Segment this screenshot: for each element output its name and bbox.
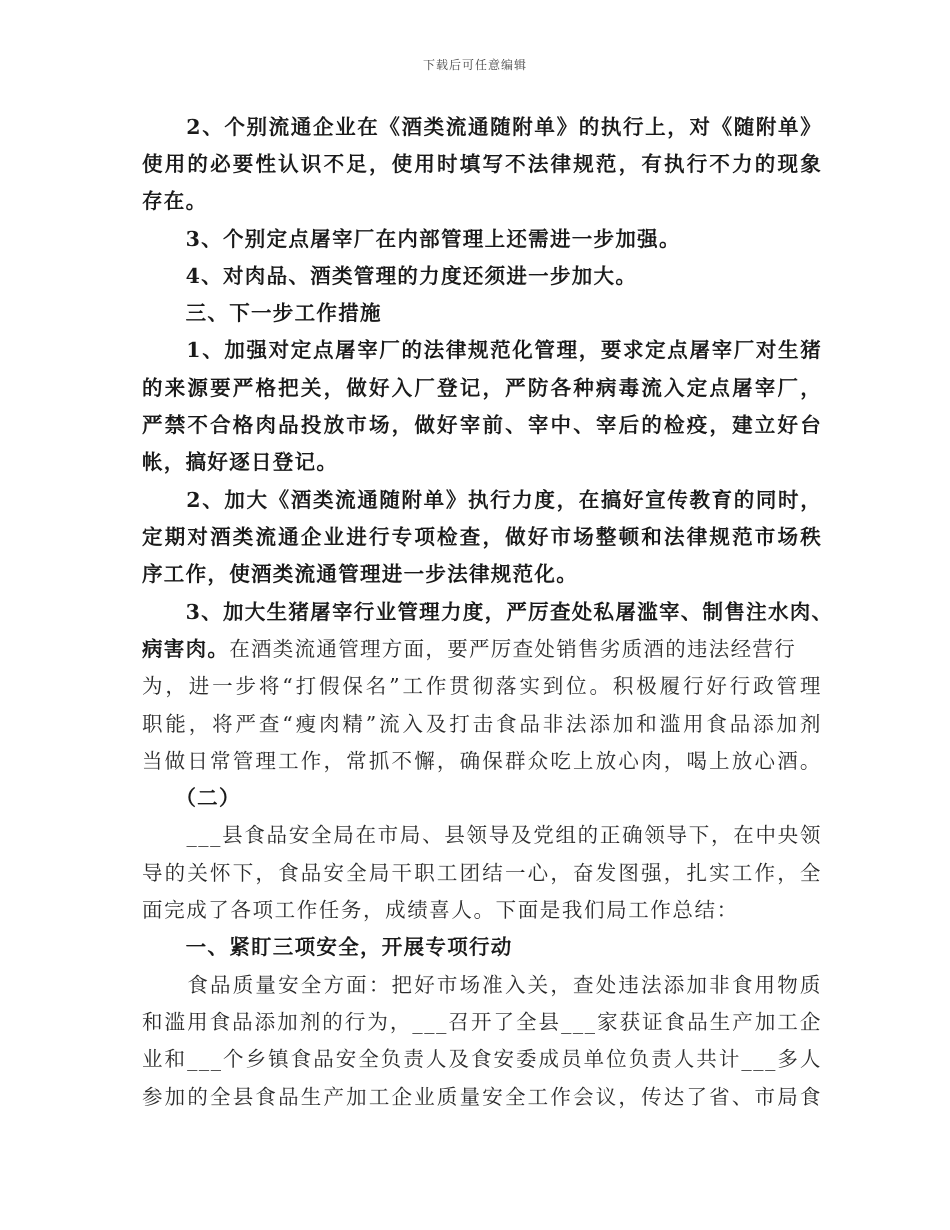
text-line: 业和___个乡镇食品安全负责人及食安委成员单位负责人共计___多人 bbox=[142, 1047, 822, 1071]
text-line: 存在。 bbox=[142, 189, 208, 213]
text-line: 3、加大生猪屠宰行业管理力度，严厉查处私屠滥宰、制售注水肉、 bbox=[142, 600, 834, 624]
bold-segment: 病害肉。 bbox=[142, 637, 230, 661]
text-line: 面完成了各项工作任务，成绩喜人。下面是我们局工作总结： bbox=[142, 898, 739, 922]
section-heading: 三、下一步工作措施 bbox=[142, 301, 382, 325]
text-line: ___县食品安全局在市局、县领导及党组的正确领导下，在中央领 bbox=[142, 823, 822, 847]
text-line: 当做日常管理工作，常抓不懈，确保群众吃上放心肉，喝上放心酒。 bbox=[142, 749, 822, 773]
section-heading: （二） bbox=[142, 786, 241, 810]
text-line: 定期对酒类流通企业进行专项检查，做好市场整顿和法律规范市场秩 bbox=[142, 525, 822, 549]
page-header: 下载后可任意编辑 bbox=[422, 58, 527, 72]
text-line: 和滥用食品添加剂的行为，___召开了全县___家获证食品生产加工企 bbox=[142, 1010, 822, 1034]
text-line: 食品质量安全方面：把好市场准入关，查处违法添加非食用物质 bbox=[142, 973, 822, 997]
text-line: 参加的全县食品生产加工企业质量安全工作会议，传达了省、市局食 bbox=[142, 1085, 822, 1109]
text-line: 的来源要严格把关，做好入厂登记，严防各种病毒流入定点屠宰厂， bbox=[142, 376, 822, 400]
text-line: 严禁不合格肉品投放市场，做好宰前、宰中、宰后的检疫，建立好台 bbox=[142, 413, 822, 437]
text-line: 3、个别定点屠宰厂在内部管理上还需进一步加强。 bbox=[142, 227, 681, 251]
section-heading: 一、紧盯三项安全，开展专项行动 bbox=[142, 935, 513, 959]
text-line: 序工作，使酒类流通管理进一步法律规范化。 bbox=[142, 562, 578, 586]
text-line: 帐，搞好逐日登记。 bbox=[142, 450, 339, 474]
regular-segment: 在酒类流通管理方面，要严厉查处销售劣质酒的违法经营行 bbox=[229, 637, 797, 661]
text-line: 为，进一步将“打假保名”工作贯彻落实到位。积极履行好行政管理 bbox=[142, 674, 822, 698]
text-line: 4、对肉品、酒类管理的力度还须进一步加大。 bbox=[142, 264, 638, 288]
text-line: 1、加强对定点屠宰厂的法律规范化管理，要求定点屠宰厂对生猪 bbox=[142, 338, 822, 362]
text-line: 2、个别流通企业在《酒类流通随附单》的执行上，对《随附单》 bbox=[142, 115, 822, 139]
text-line-mixed bbox=[142, 630, 822, 668]
text-line: 2、加大《酒类流通随附单》执行力度，在搞好宣传教育的同时， bbox=[142, 488, 822, 512]
text-line: 使用的必要性认识不足，使用时填写不法律规范，有执行不力的现象 bbox=[142, 152, 822, 176]
text-line: 导的关怀下，食品安全局干职工团结一心，奋发图强，扎实工作，全 bbox=[142, 861, 822, 885]
text-line: 职能，将严查“瘦肉精”流入及打击食品非法添加和滥用食品添加剂 bbox=[142, 712, 822, 736]
